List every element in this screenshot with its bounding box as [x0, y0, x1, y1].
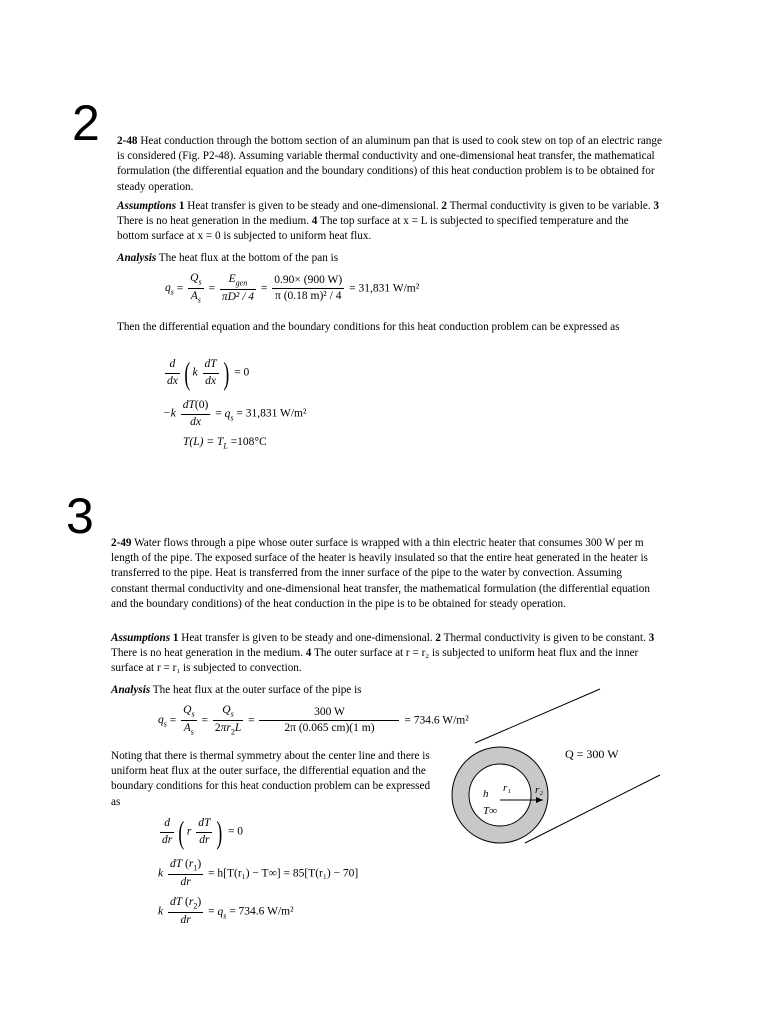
analysis-text: The heat flux at the bottom of the pan is [158, 252, 339, 264]
heat-flux-equation-2: $q_s$ = $\frac{Q_s}{A_s}$ = $\frac{E_{gen}}{\text{πD² / 4}}$ = $\frac{0.90\times (900 W)}{\text{π (0.18 m)² / 4}}$ = 31,831 W/m² [165, 272, 420, 305]
noting-text: Noting that there is thermal symmetry about the center line and there is uniform heat flux at the outer surface, the differential equation and the boundary conditions for this heat conduction problem can be expressed as [111, 750, 431, 808]
problem-2-48-intro [117, 134, 662, 195]
boundary-condition-2-2: $T(L) = T_L =108^\circ C$ [183, 436, 267, 451]
assumption-text: Thermal conductivity is given to be constant. [443, 632, 646, 644]
q-label: Q = 300 W [565, 747, 619, 761]
analysis-3 [111, 683, 441, 698]
analysis-2 [117, 251, 662, 266]
assumption-num: 3 [648, 632, 655, 644]
eq-rhs: = 0 [227, 825, 244, 838]
assumption-num: 4 [305, 647, 312, 660]
assumption-text: There is no heat generation in the medium. [117, 215, 309, 228]
eq-result: = 31,831 W/m² [349, 282, 420, 295]
then-text: Then the differential equation and the boundary conditions for this heat conduction problem can be expressed as [117, 321, 620, 333]
eq-fraction: $\frac{Q_s}{A_s}$ [190, 272, 202, 305]
eq-result: = 734.6 W/m² [404, 714, 469, 727]
problem-2-49-intro [111, 536, 656, 612]
boundary-condition-1-2: −k $\frac{dT(0)}{dx}$ = $q_s = 31,831$ W/m² [163, 399, 307, 428]
assumption-num: 1 [172, 632, 179, 644]
eq-rhs: =108°C [230, 436, 267, 448]
eq-rhs: = 0 [234, 366, 250, 379]
assumptions-3 [111, 631, 656, 677]
eq-fraction: $\frac{0.90\times (900 W)}{\text{π (0.18 m)² / 4}}$ [274, 273, 343, 303]
assumption-num: 4 [311, 215, 318, 228]
r2-label: r₂ [535, 784, 544, 796]
h-label: h [483, 788, 489, 800]
analysis-label: Analysis [111, 684, 151, 696]
assumptions-label: Assumptions [111, 632, 171, 644]
eq-fraction: $\frac{E_{gen}}{\text{πD² / 4}}$ [221, 272, 255, 304]
boundary-condition-2-3: k $\frac{dT (r_2)}{dr}$ = $q_s = 734.6$ W/m² [158, 896, 294, 927]
section-number-3: 3 [66, 488, 94, 544]
assumption-text: There is no heat generation in the medium. [111, 647, 303, 660]
problem-id: 2-49 [111, 537, 132, 549]
assumption-num: 1 [178, 200, 185, 212]
section-number-2: 2 [72, 95, 100, 151]
pipe-inner-bore [469, 764, 531, 826]
assumption-text: The top surface at x = L is subjected to specified temperature and the bottom surface at x = 0 is subjected to uniform heat flux. [117, 215, 629, 243]
intro-text: Heat conduction through the bottom section of an aluminum pan that is used to cook stew on top of an electric range is considered (Fig. P2-48). Assuming variable thermal conductivity and one-dimensional heat transfer, the mathematical formulation (the differential equation and the boundary conditions) of this heat conduction problem is to be obtained for steady operation. [117, 135, 662, 193]
problem-id: 2-48 [117, 135, 138, 147]
eq-lhs: $q_s$ [165, 282, 174, 297]
analysis-text: The heat flux at the outer surface of the pipe is [152, 684, 362, 696]
assumption-num: 2 [441, 200, 447, 212]
intro-text: Water flows through a pipe whose outer surface is wrapped with a thin electric heater that consumes 300 W per m length of the pipe. The exposed surface of the heater is heavily insulated so that the entire heat generated in the heater is transferred to the pipe. Heat is transferred from the inner surface of the pipe to the water by convection. Assuming constant thermal conductivity and one-dimensional heat transfer, the mathematical formulation (the differential equation and the boundary conditions) of the heat conduction in the pipe is to be obtained for steady operation. [111, 537, 650, 610]
assumption-text: Heat transfer is given to be steady and one-dimensional. [187, 200, 439, 212]
analysis-label: Analysis [117, 252, 157, 264]
heat-flux-equation-3: $q_s$ = $\frac{Q_s}{A_s}$ = $\frac{Q_s}{2\pi r_2L}$ = $\frac{300 W}{2\pi (0.065 cm)(1 m)}$ = 734.6 W/m² [158, 704, 469, 737]
assumption-text: Heat transfer is given to be steady and one-dimensional. [181, 632, 433, 644]
assumption-num: 2 [435, 632, 441, 644]
eq-rhs: = h[T(r₁) − T∞] = 85[T(r₁) − 70] [208, 867, 359, 880]
pipe-figure [445, 683, 675, 853]
assumption-num: 3 [653, 200, 660, 212]
tinf-label: T∞ [483, 805, 497, 817]
eq-rhs: = 734.6 W/m² [229, 905, 294, 918]
assumptions-label: Assumptions [117, 200, 177, 212]
assumption-text: The outer surface at r = r₂ is subjected to uniform heat flux and the inner surface at r = r₁ is subjected to convection. [111, 647, 639, 675]
assumption-text: Thermal conductivity is given to be variable. [449, 200, 651, 212]
eq-rhs: = 31,831 W/m² [236, 407, 307, 420]
assumptions-2 [117, 199, 662, 245]
pipe-top-edge [475, 689, 600, 743]
differential-equation-2: $\frac{d}{dx}$ ( k $\frac{dT}{dx}$ ) = 0 [167, 355, 250, 391]
r1-label: r₁ [503, 782, 512, 794]
boundary-condition-1-3: k $\frac{dT (r_1)}{dr}$ = h[T(r₁) − T∞] = 85[T(r₁) − 70] [158, 858, 359, 889]
differential-equation-3: $\frac{d}{dr}$ ( r $\frac{dT}{dr}$ ) = 0 [162, 814, 244, 850]
